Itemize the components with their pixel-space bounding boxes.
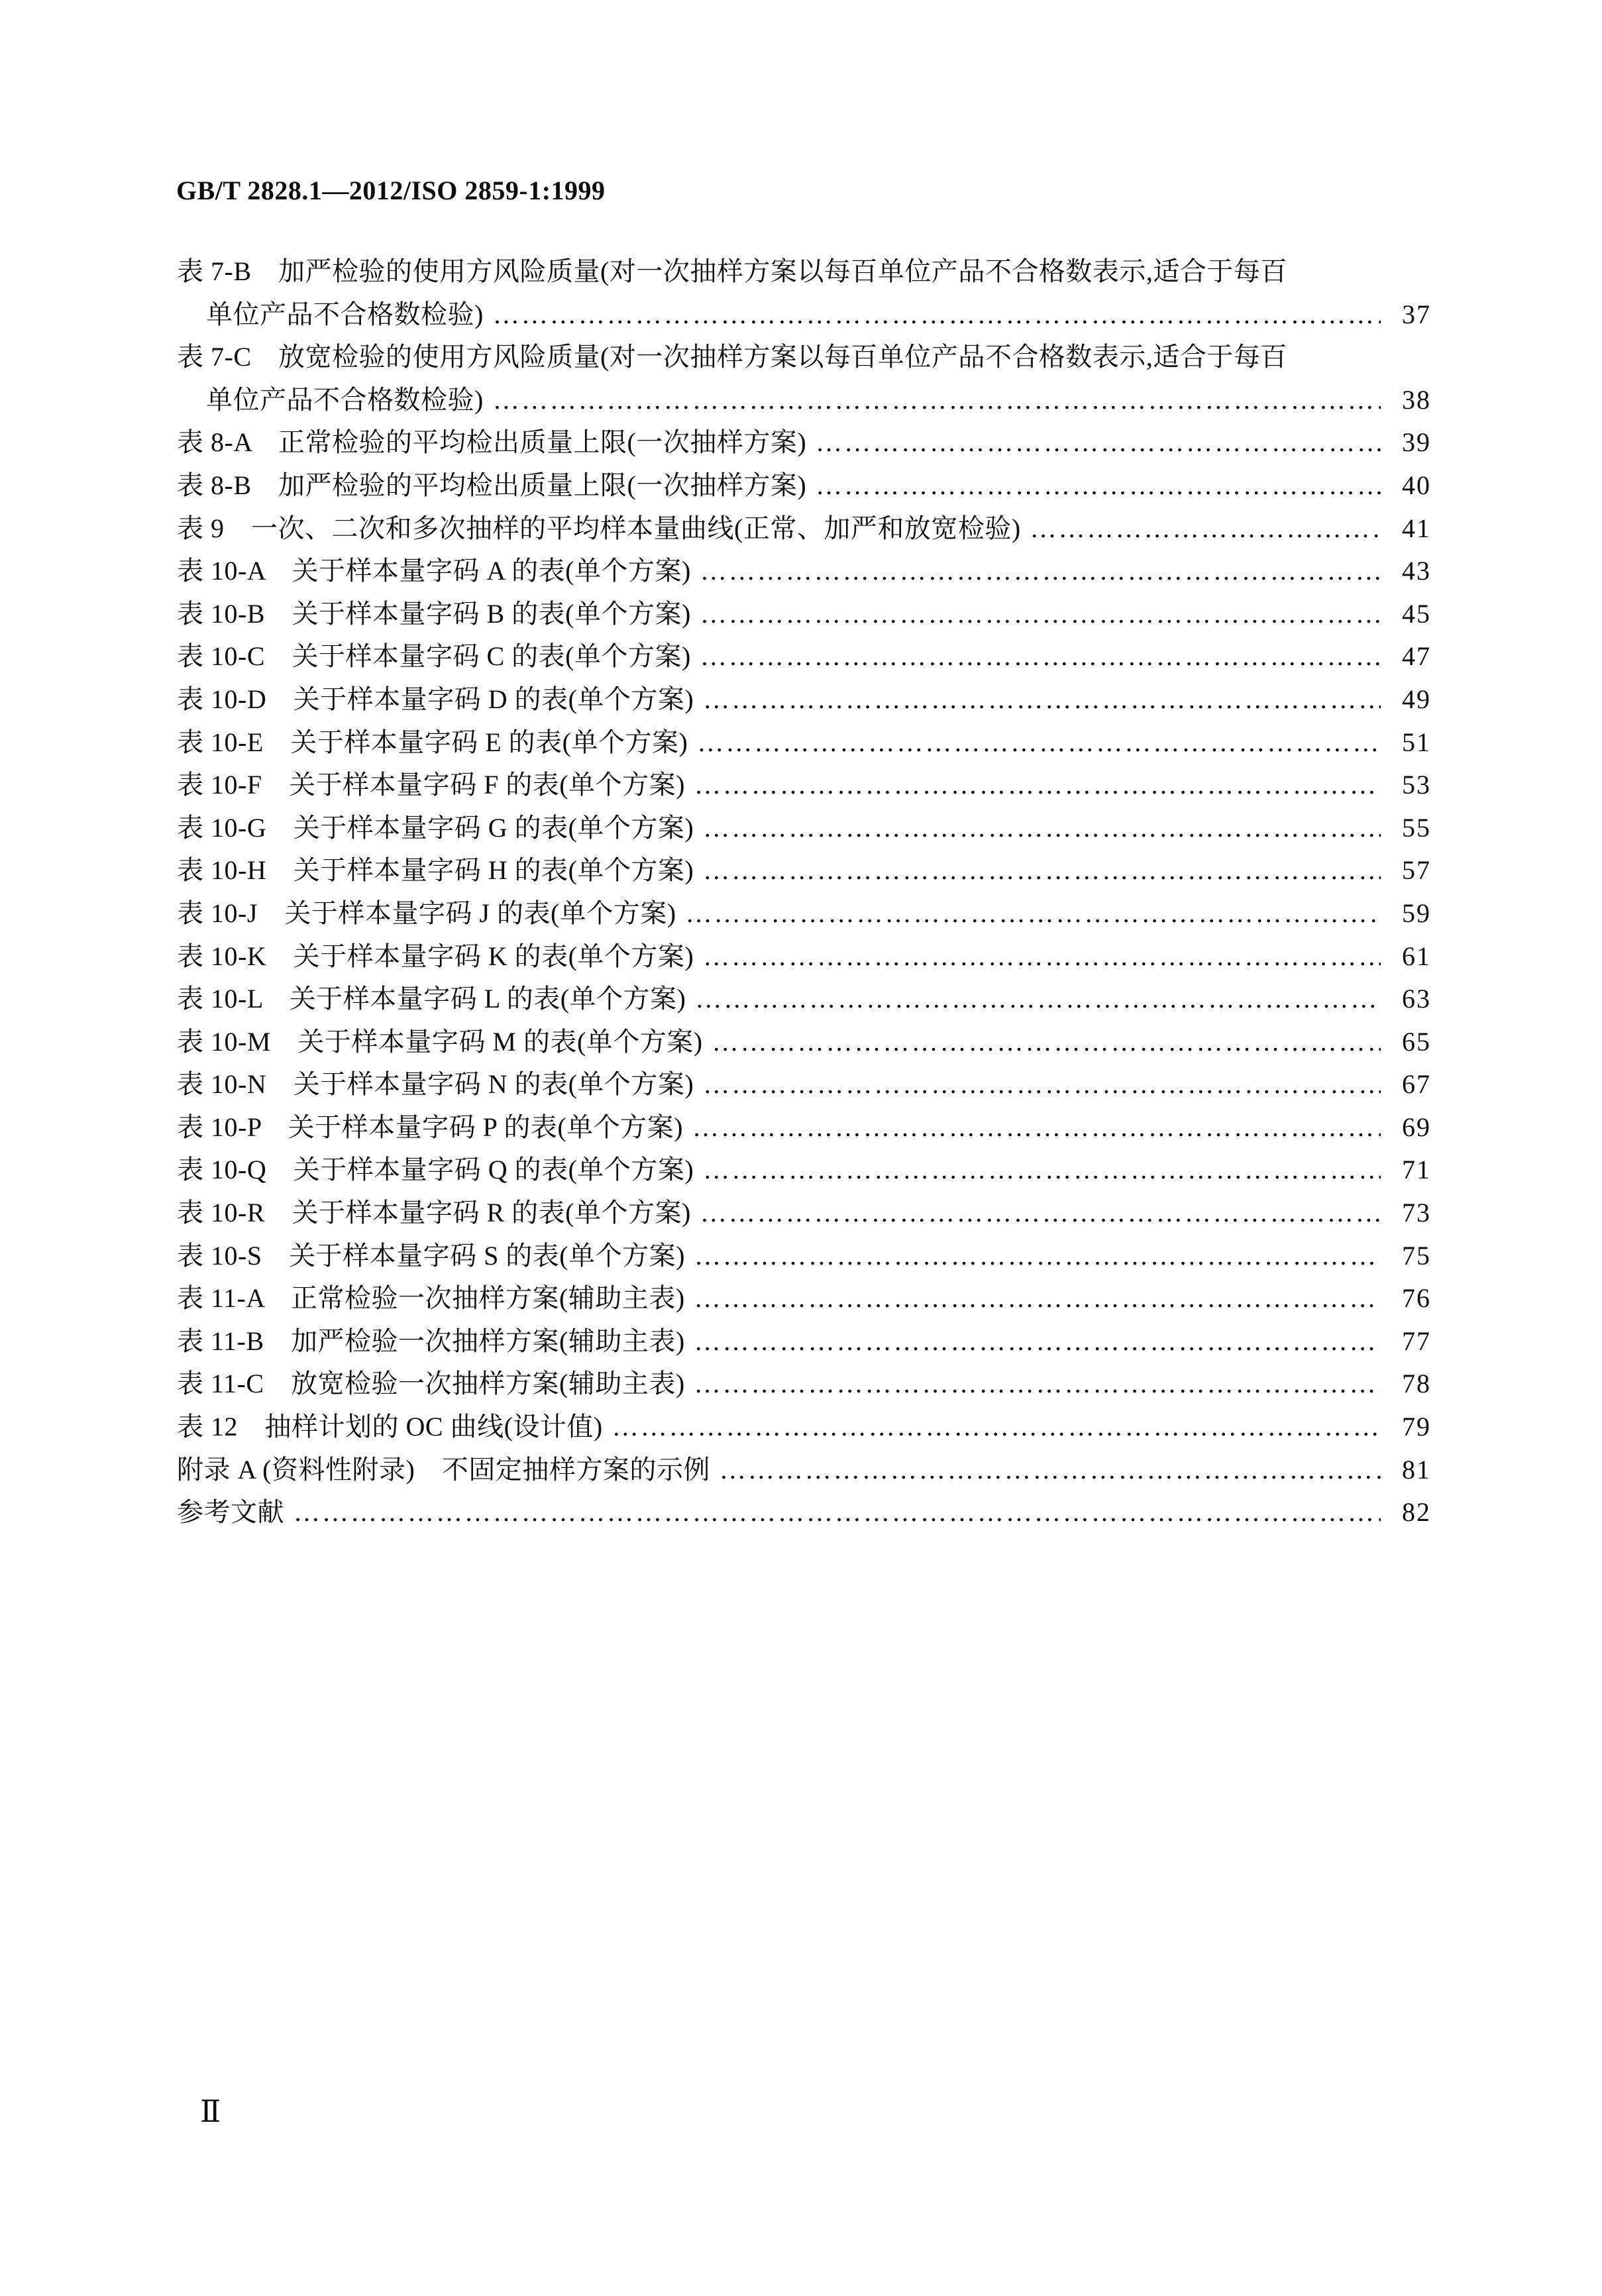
toc-entry [177,1235,1431,1278]
dot-leader [612,1406,1381,1449]
toc-entry-label: 表 7-C 放宽检验的使用方风险质量(对一次抽样方案以每百单位产品不合格数表示,适合于每百 [177,342,1287,372]
toc-entry-label: 表 10-E 关于样本量字码 E 的表(单个方案) [177,727,688,757]
dot-leader [703,935,1381,978]
toc-entry-label: 表 11-C 放宽检验一次抽样方案(辅助主表) [177,1369,685,1399]
page-number: 47 [1402,641,1431,672]
toc-entry [177,721,1431,764]
page-number: 75 [1402,1240,1431,1271]
toc-entry [177,593,1431,636]
toc-entry [177,1192,1431,1235]
dot-leader [694,1235,1381,1278]
page-number: 73 [1402,1198,1431,1228]
toc-entry-label: 表 10-G 关于样本量字码 G 的表(单个方案) [177,812,694,843]
page-number: 69 [1402,1112,1431,1142]
page-number: 63 [1402,984,1431,1014]
document-standard-number: GB/T 2828.1—2012/ISO 2859-1:1999 [176,176,606,205]
dot-leader [694,1277,1381,1320]
page-number: 78 [1402,1369,1431,1399]
dot-leader [697,721,1381,764]
toc-entry [177,250,1431,293]
dot-leader [703,849,1381,892]
toc-entry-label: 表 8-B 加严检验的平均检出质量上限(一次抽样方案) [177,470,807,500]
page-number: 59 [1402,898,1431,928]
toc-entry-label: 表 10-F 关于样本量字码 F 的表(单个方案) [177,770,685,800]
toc-entry [177,1320,1431,1363]
page-number: 79 [1402,1412,1431,1442]
toc-entry-label: 表 10-J 关于样本量字码 J 的表(单个方案) [177,898,676,928]
toc-entry [177,1363,1431,1406]
toc-entry [177,1491,1431,1534]
page-number: 81 [1402,1454,1431,1485]
dot-leader [700,635,1381,678]
dot-leader [694,1363,1381,1406]
toc-entry [177,849,1431,892]
dot-leader [816,421,1381,464]
toc-entry-label: 表 12 抽样计划的 OC 曲线(设计值) [177,1412,603,1442]
toc-entry-label: 单位产品不合格数检验) [206,299,484,329]
toc-entry [177,507,1431,550]
page-number: 76 [1402,1283,1431,1314]
dot-leader [695,978,1381,1021]
page-number: 57 [1402,855,1431,886]
page-number: 49 [1402,684,1431,714]
toc-entry [177,464,1431,507]
dot-leader [703,1149,1381,1192]
toc-entry [177,1277,1431,1320]
toc-entry-label: 表 10-Q 关于样本量字码 Q 的表(单个方案) [177,1155,694,1185]
toc-entry-label: 表 10-N 关于样本量字码 N 的表(单个方案) [177,1069,694,1100]
dot-leader [700,550,1381,593]
toc-entry-label: 表 10-P 关于样本量字码 P 的表(单个方案) [177,1112,683,1142]
toc-entry [177,421,1431,464]
toc-entry [177,892,1431,935]
toc-entry [177,1149,1431,1192]
toc-entry-label: 表 10-M 关于样本量字码 M 的表(单个方案) [177,1026,703,1057]
toc-entry-label: 表 9 一次、二次和多次抽样的平均样本量曲线(正常、加严和放宽检验) [177,513,1021,543]
page-number: 77 [1402,1326,1431,1356]
toc-entry [177,1063,1431,1106]
toc-entry-continuation [177,379,1431,422]
dot-leader [493,379,1381,422]
page-number: 40 [1402,470,1431,500]
page-number: 39 [1402,427,1431,458]
dot-leader [700,1192,1381,1235]
toc-entry-label: 表 10-L 关于样本量字码 L 的表(单个方案) [177,984,686,1014]
toc-entry [177,764,1431,807]
page-number: 53 [1402,770,1431,800]
page-number: 38 [1402,384,1431,415]
toc-entry-label: 附录 A (资料性附录) 不固定抽样方案的示例 [177,1454,710,1485]
dot-leader [692,1106,1381,1149]
dot-leader [720,1449,1381,1492]
dot-leader [703,807,1381,850]
dot-leader [816,464,1381,507]
page-number: 51 [1402,727,1431,757]
toc-entry-label: 表 10-S 关于样本量字码 S 的表(单个方案) [177,1240,685,1271]
toc-entry [177,336,1431,379]
toc-entry-label: 表 10-H 关于样本量字码 H 的表(单个方案) [177,855,694,886]
toc-entry-label: 表 8-A 正常检验的平均检出质量上限(一次抽样方案) [177,427,807,458]
toc-entry [177,635,1431,678]
toc-entry-label: 表 10-K 关于样本量字码 K 的表(单个方案) [177,941,694,971]
toc-entry [177,1021,1431,1064]
toc-entry [177,935,1431,978]
toc-entry [177,978,1431,1021]
page-number: 37 [1402,299,1431,329]
page-number: 65 [1402,1026,1431,1057]
page-number: 41 [1402,513,1431,543]
dot-leader [694,764,1381,807]
dot-leader [694,1320,1381,1363]
dot-leader [700,593,1381,636]
page-number: 67 [1402,1069,1431,1100]
dot-leader [703,678,1381,721]
toc-entry-label: 表 7-B 加严检验的使用方风险质量(对一次抽样方案以每百单位产品不合格数表示,适合于每百 [177,256,1287,286]
toc-entry [177,807,1431,850]
dot-leader [712,1021,1381,1064]
page-number: 45 [1402,598,1431,629]
toc-entry-label: 表 10-A 关于样本量字码 A 的表(单个方案) [177,556,691,586]
toc-entry [177,678,1431,721]
dot-leader [294,1491,1381,1534]
toc-entry-label: 表 11-B 加严检验一次抽样方案(辅助主表) [177,1326,685,1356]
toc-entry-label: 表 10-R 关于样本量字码 R 的表(单个方案) [177,1198,691,1228]
dot-leader [703,1063,1381,1106]
toc-entry-label: 表 11-A 正常检验一次抽样方案(辅助主表) [177,1283,685,1314]
page-number: 43 [1402,556,1431,586]
toc-entry-label: 参考文献 [177,1497,284,1528]
toc-entry [177,550,1431,593]
toc-entry-label: 表 10-D 关于样本量字码 D 的表(单个方案) [177,684,694,714]
toc-entry [177,1106,1431,1149]
table-of-contents [177,250,1431,1534]
page-number: 82 [1402,1497,1431,1528]
toc-entry [177,1449,1431,1492]
page-number: 71 [1402,1155,1431,1185]
toc-entry-label: 表 10-B 关于样本量字码 B 的表(单个方案) [177,598,691,629]
page-number: 61 [1402,941,1431,971]
page-number: 55 [1402,812,1431,843]
dot-leader [493,293,1381,337]
folio-page-number: Ⅱ [200,2095,221,2128]
toc-entry-continuation [177,293,1431,337]
dot-leader [686,892,1381,935]
dot-leader [1030,507,1381,550]
toc-entry-label: 表 10-C 关于样本量字码 C 的表(单个方案) [177,641,691,672]
toc-entry-label: 单位产品不合格数检验) [206,384,484,415]
toc-entry [177,1406,1431,1449]
